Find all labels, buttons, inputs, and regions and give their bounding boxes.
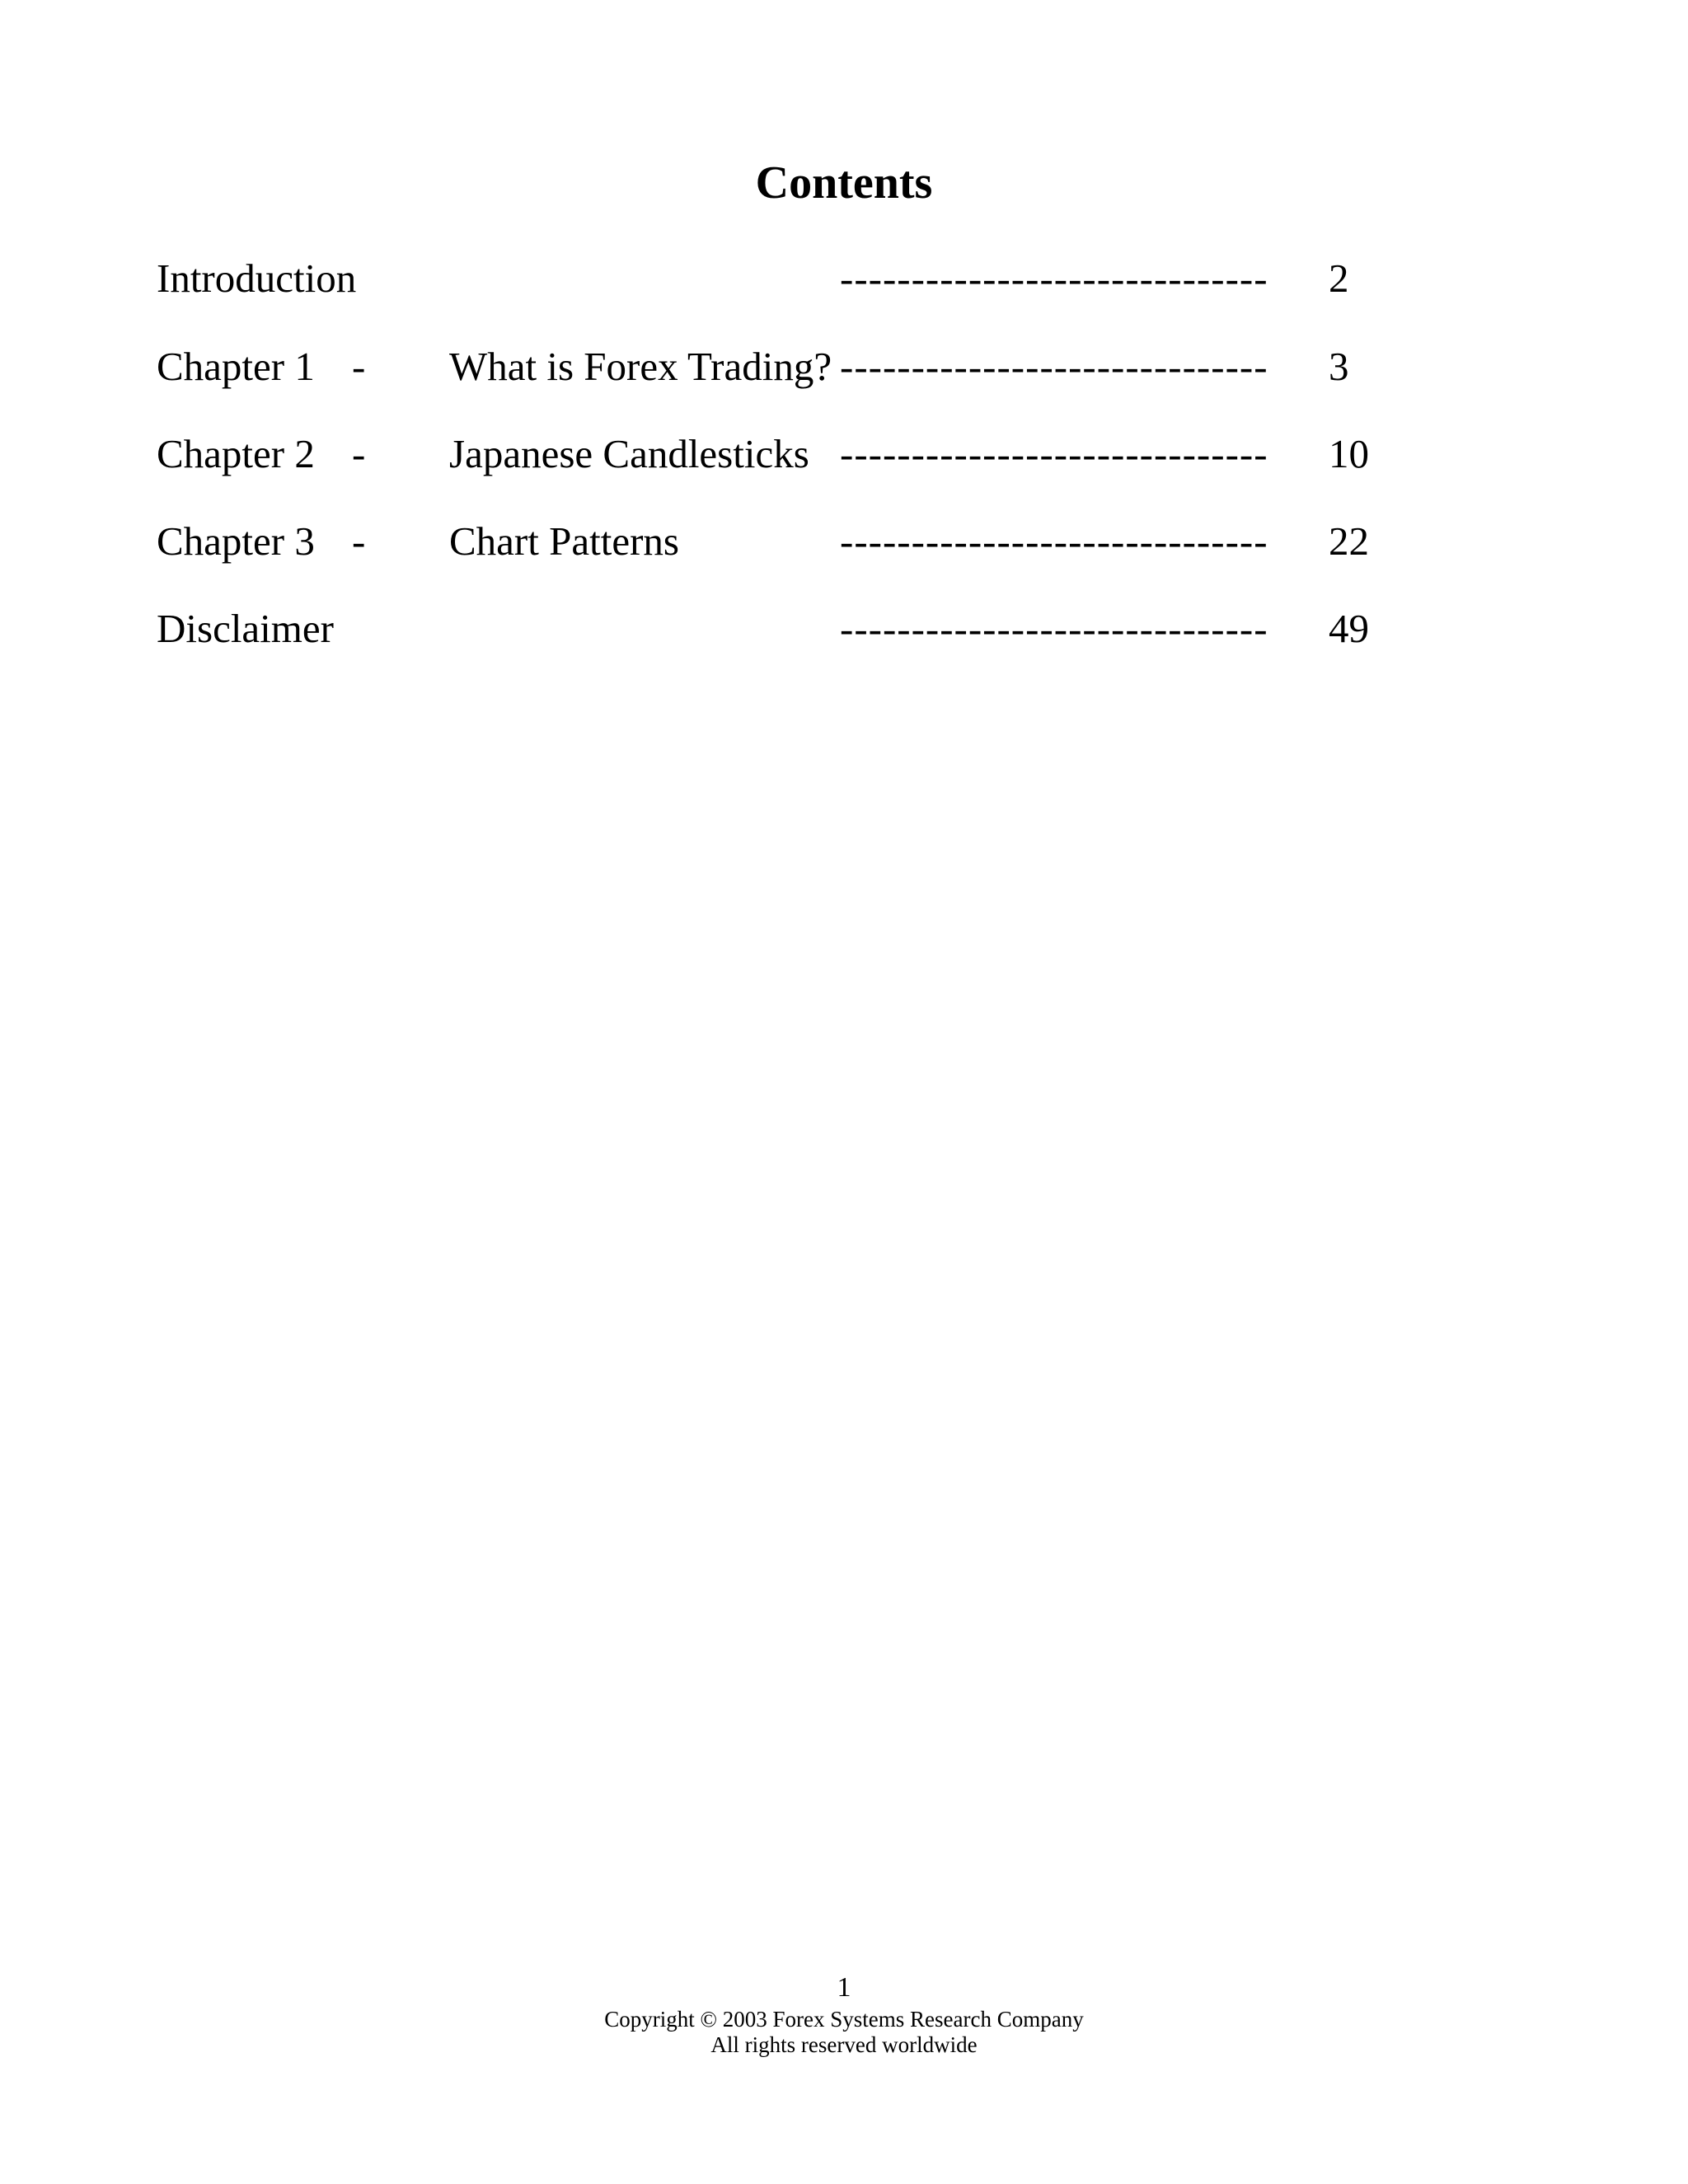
toc-page-number: 49 bbox=[1329, 606, 1369, 651]
toc-label: Chapter 3 bbox=[157, 518, 315, 564]
footer-page-number: 1 bbox=[837, 1972, 851, 2003]
toc-page-number: 10 bbox=[1329, 431, 1369, 476]
toc-row-introduction[interactable] bbox=[0, 250, 1688, 307]
toc-label: Introduction bbox=[157, 255, 357, 301]
toc-page-number: 22 bbox=[1329, 518, 1369, 564]
toc-label: Disclaimer bbox=[157, 606, 334, 651]
toc-row-chapter-3[interactable] bbox=[0, 513, 1688, 570]
toc-separator: - bbox=[352, 431, 366, 476]
footer-rights: All rights reserved worldwide bbox=[710, 2032, 978, 2057]
toc-row-chapter-1[interactable] bbox=[0, 338, 1688, 396]
toc-leader: ------------------------------ bbox=[840, 518, 1268, 564]
toc-title: Japanese Candlesticks bbox=[449, 431, 809, 476]
toc-row-chapter-2[interactable] bbox=[0, 425, 1688, 483]
toc-separator: - bbox=[352, 344, 366, 389]
toc-leader: ------------------------------ bbox=[840, 255, 1268, 301]
toc-row-disclaimer[interactable] bbox=[0, 600, 1688, 658]
toc-leader: ------------------------------ bbox=[840, 344, 1268, 389]
toc-leader: ------------------------------ bbox=[840, 431, 1268, 476]
footer-copyright: Copyright © 2003 Forex Systems Research Company bbox=[604, 2007, 1084, 2032]
toc-page-number: 3 bbox=[1329, 344, 1349, 389]
toc-label: Chapter 2 bbox=[157, 431, 315, 476]
page-title: Contents bbox=[755, 157, 933, 209]
toc-title: Chart Patterns bbox=[449, 518, 679, 564]
toc-title: What is Forex Trading? bbox=[449, 344, 832, 389]
toc-leader: ------------------------------ bbox=[840, 606, 1268, 651]
toc-label: Chapter 1 bbox=[157, 344, 315, 389]
toc-separator: - bbox=[352, 518, 366, 564]
toc-page-number: 2 bbox=[1329, 255, 1349, 301]
